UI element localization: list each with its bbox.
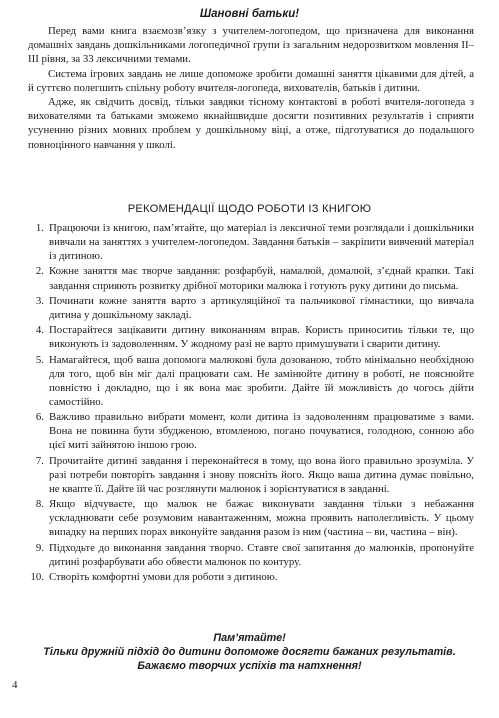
item-text: Працюючи із книгою, пам’ятайте, що матеріал із лексичної теми розглядали і дошкільники вивчали на заняттях з учителем-логопедом. Завдання батьків – закріпити вивчений матеріал із дитиною. xyxy=(49,222,474,263)
recommendation-item xyxy=(22,410,474,452)
remember-title: Пам’ятайте! xyxy=(213,632,286,644)
item-text: Намагайтеся, щоб ваша допомога малюкові була дозованою, тобто мінімально необхідною для того, щоб він міг далі працювати сам. Не замінюйте дитину в роботі, не пояснюйте повністю і докладно, що і як вона має зробити. Дайте їй можливість до чогось дійти самостійно. xyxy=(49,353,474,408)
recommendation-item xyxy=(22,264,474,292)
item-text: Важливо правильно вибрати момент, коли дитина із задоволенням працюватиме з вами. Вона не повинна бути збудженою, втомленою, погано почуватися, голодною, сонною або цієї миті зайнятою іншою грою. xyxy=(49,411,474,452)
item-text: Кожне заняття має творче завдання: розфарбуй, намалюй, домалюй, з’єднай крапки. Такі завдання сприяють розвитку дрібної моторики малюка і готують руку дитини до письма. xyxy=(49,265,474,292)
item-text: Створіть комфортні умови для роботи з дитиною. xyxy=(49,570,278,583)
recommendations-heading: РЕКОМЕНДАЦІЇ ЩОДО РОБОТИ ІЗ КНИГОЮ xyxy=(127,203,372,215)
intro-paragraph: Адже, як свідчить досвід, тільки завдяки тісному контактові в роботі вчителя-логопеда з вихователями та батьками зможемо якнайшвидше досягти позитивних результатів і сприяти усуненню різних мовних проблем у дошкільному віці, а отже, підготуватися до подальшого повноцінного навчання у школі. xyxy=(28,96,474,151)
greeting-title: Шановні батьки! xyxy=(199,8,300,20)
closing-block xyxy=(0,631,499,673)
item-number: 7. xyxy=(35,454,44,467)
item-number: 3. xyxy=(35,294,44,307)
recommendation-item xyxy=(22,454,474,496)
recommendation-item xyxy=(22,221,474,263)
item-text: Якщо відчуваєте, що малюк не бажає виконувати завдання тільки з небажання ускладнювати себе розумовим навантаженням, можна проявить наполегливість. У цьому випадку на перших порах виконуйте завдання разом із ним (частина – ви, частина – він). xyxy=(49,498,474,539)
item-text: Постарайтеся зацікавити дитину виконанням вправ. Користь приноситиь тільки те, що виконують із задоволенням. У жодному разі не варто примушувати і сварити дитину. xyxy=(49,324,474,351)
item-number: 6. xyxy=(35,411,44,424)
item-number: 1. xyxy=(35,222,44,234)
item-text: Починати кожне заняття варто з артикуляційної та пальчикової гімнастики, що вивчала дитина у дошкільному закладі. xyxy=(49,294,474,321)
item-number: 10. xyxy=(30,570,44,583)
item-number: 2. xyxy=(35,265,44,278)
item-text: Підходьте до виконання завдання творчо. Ставте свої запитання до малюнків, пропонуйте дитині розфарбувати або обвести малюнок по контуру. xyxy=(49,541,474,568)
recommendation-item xyxy=(22,570,474,584)
page-number: 4 xyxy=(12,679,18,691)
item-number: 9. xyxy=(35,541,44,554)
intro-paragraph: Система ігрових завдань не лише допоможе зробити домашні заняття цікавими для дітей, а й суттєво полегшить спільну роботу вчителя-логопеда, вихователів, батьків і дитини. xyxy=(28,67,474,94)
item-number: 5. xyxy=(35,353,44,366)
closing-wish: Бажаємо творчих успіхів та натхнення! xyxy=(137,660,362,672)
recommendation-item xyxy=(22,294,474,322)
item-text: Прочитайте дитині завдання і переконайтеся в тому, що вона його правильно зрозуміла. У разі потреби повторіть завдання і знову поясніть його. Якщо ваша дитина думає повільно, не квапте її. Дайте їй час розглянути малюнок і зорієнтуватися в завданні. xyxy=(49,454,474,495)
recommendation-item xyxy=(22,541,474,569)
recommendation-item xyxy=(22,497,474,539)
recommendation-item xyxy=(22,353,474,409)
recommendations-list xyxy=(22,221,474,585)
intro-section xyxy=(28,24,474,152)
intro-paragraph: Перед вами книга взаємозв’язку з учителем-логопедом, що призначена для виконання домашніх завдань дошкільниками логопедичної групи із загальним недорозвитком мовлення ІІ–ІІІ рівня, за 33 лексичними темами. xyxy=(28,25,474,66)
item-number: 4. xyxy=(35,324,44,337)
closing-line: Тільки дружній підхід до дитини допоможе досягти бажаних результатів. xyxy=(43,646,456,658)
recommendation-item xyxy=(22,323,474,351)
item-number: 8. xyxy=(35,498,44,511)
